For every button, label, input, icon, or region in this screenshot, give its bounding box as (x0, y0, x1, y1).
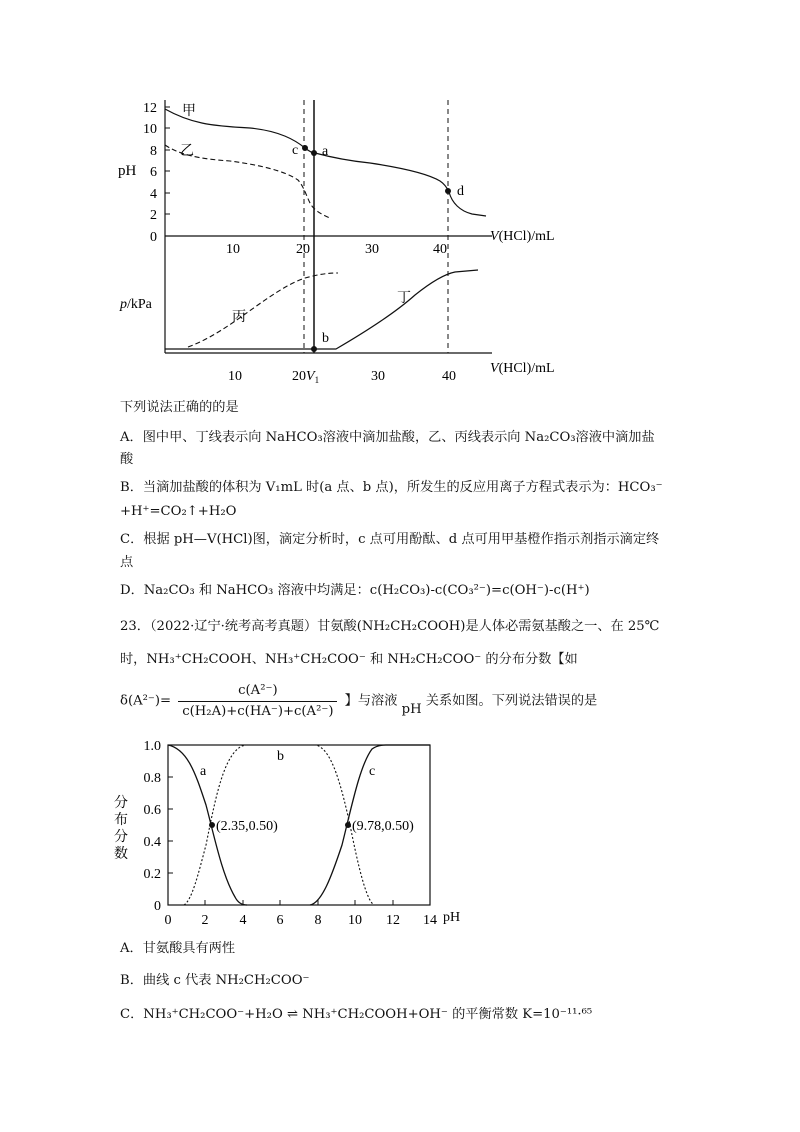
curve-label-b: b (277, 749, 284, 764)
y-label-char: 数 (114, 847, 128, 862)
q22-option-b-cont: +H⁺=CO₂↑+H₂O (120, 504, 237, 519)
q23-line-1: 23．（2022·辽宁·统考高考真题）甘氨酸(NH₂CH₂COOH)是人体必需氨基酸之一、在 25℃ (120, 619, 660, 634)
ph-tick-label: 12 (143, 101, 157, 116)
x-tick-label: 14 (423, 913, 437, 928)
x-tick-label: 2 (201, 913, 209, 928)
ph-tick-label: 0 (150, 230, 157, 245)
x-tick-label: 0 (164, 913, 172, 928)
y-tick-label: 1.0 (143, 739, 161, 754)
q23-line-3-rest: 】与溶液 (344, 693, 398, 709)
ph-tick-label: 10 (143, 122, 157, 137)
ph-word: pH (401, 702, 422, 717)
v1-tick-label: $20V_1$ (292, 369, 320, 385)
point-label-d: d (457, 184, 464, 199)
y-tick-label: 0.4 (143, 835, 161, 850)
fraction-numerator: c(A²⁻) (178, 682, 337, 702)
point-9-78 (345, 822, 351, 828)
y-axis-label (114, 795, 128, 862)
q23-line-2: 时，NH₃⁺CH₂COOH、NH₃⁺CH₂COO⁻ 和 NH₂CH₂COO⁻ 的分布分数【如 (120, 652, 578, 667)
x-tick-label: 10 (348, 913, 362, 928)
point-d (445, 188, 451, 194)
x-tick-label: 10 (228, 369, 242, 384)
ph-tick-label: 2 (150, 208, 157, 223)
x-tick-label: 10 (226, 242, 240, 257)
top-x-axis-label: V(HCl)/mL (490, 229, 555, 244)
x-tick-labels (165, 913, 438, 928)
x-tick-label: 40 (433, 242, 447, 257)
label-jia: 甲 (182, 104, 196, 119)
q23-option-b: B．曲线 c 代表 NH₂CH₂COO⁻ (120, 973, 310, 988)
q22-option-a: A．图中甲、丁线表示向 NaHCO₃溶液中滴加盐酸，乙、丙线表示向 Na₂CO₃溶液中滴加盐 (120, 430, 655, 445)
pressure-axis-label: p/kPa (120, 297, 152, 312)
x-tick-label: 4 (239, 913, 247, 928)
bottom-x-axis-label: V(HCl)/mL (490, 361, 555, 376)
x-tick-label: 40 (442, 369, 456, 384)
x-tick-label: 8 (314, 913, 322, 928)
y-label-char: 分 (114, 830, 128, 845)
label-bing: 丙 (232, 310, 246, 325)
curve-label-c: c (369, 764, 376, 779)
point-label-b: b (322, 331, 329, 346)
y-tick-label: 0.8 (143, 771, 161, 786)
point-a (311, 150, 317, 156)
distribution-chart (110, 735, 480, 930)
q23-line-3-tail: 关系如图。下列说法错误的是 (425, 693, 598, 709)
titration-chart (110, 95, 580, 385)
x-axis-label: pH (443, 910, 461, 925)
y-tick-label: 0.6 (143, 803, 161, 818)
x-tick-label: 20 (296, 242, 310, 257)
point-label-2-35: (2.35,0.50) (216, 819, 278, 834)
y-label-char: 分 (114, 796, 128, 811)
ph-tick-labels (143, 101, 157, 245)
ph-tick-label: 6 (150, 165, 157, 180)
q22-option-a-cont: 酸 (120, 452, 134, 467)
fraction-denominator: c(H₂A)+c(HA⁻)+c(A²⁻) (182, 704, 334, 719)
curve-jia (165, 109, 486, 216)
q22-stem: 下列说法正确的的是 (120, 400, 239, 415)
point-b (311, 346, 317, 352)
point-label-9-78: (9.78,0.50) (352, 819, 414, 834)
bottom-x-tick-labels (228, 369, 456, 384)
y-tick-label: 0 (154, 899, 161, 914)
top-x-tick-labels (226, 242, 447, 257)
label-ding: 丁 (397, 291, 411, 306)
y-tick-marks (168, 777, 173, 873)
point-label-c: c (292, 143, 299, 158)
delta-lhs: δ(A²⁻)= (120, 693, 172, 709)
point-label-a: a (322, 144, 329, 159)
curve-label-a: a (200, 764, 207, 779)
curve-bing (188, 273, 338, 347)
q22-option-c: C．根据 pH—V(HCl)图，滴定分析时，c 点可用酚酞、d 点可用甲基橙作指示剂指示滴定终 (120, 532, 660, 547)
q23-option-a: A．甘氨酸具有两性 (120, 941, 236, 956)
ph-tick-label: 8 (150, 144, 157, 159)
q23-option-c: C．NH₃⁺CH₂COO⁻+H₂O ⇌ NH₃⁺CH₂COOH+OH⁻ 的平衡常数 K=10⁻¹¹·⁶⁵ (120, 1007, 593, 1022)
y-tick-labels (144, 739, 162, 914)
q22-option-d: D．Na₂CO₃ 和 NaHCO₃ 溶液中均满足：c(H₂CO₃)-c(CO₃²⁻)=c(OH⁻)-c(H⁺) (120, 583, 590, 598)
label-yi: 乙 (180, 144, 194, 159)
q22-option-b: B．当滴加盐酸的体积为 V₁mL 时(a 点、b 点)，所发生的反应用离子方程式表示为：HCO₃⁻ (120, 480, 663, 495)
ph-tick-marks (165, 107, 170, 214)
x-tick-label: 30 (365, 242, 379, 257)
point-c (302, 145, 308, 151)
x-tick-label: 6 (276, 913, 284, 928)
ph-axis-label: pH (118, 163, 137, 179)
y-label-char: 布 (114, 813, 128, 828)
x-tick-label: 30 (371, 369, 385, 384)
point-2-35 (209, 822, 215, 828)
ph-tick-label: 4 (150, 187, 157, 202)
q22-option-c-cont: 点 (120, 555, 134, 570)
q23-formula-line (120, 682, 597, 721)
y-tick-label: 0.2 (143, 867, 161, 882)
x-tick-label: 12 (386, 913, 400, 928)
distribution-fraction (178, 682, 337, 721)
x-tick-marks (205, 900, 393, 905)
